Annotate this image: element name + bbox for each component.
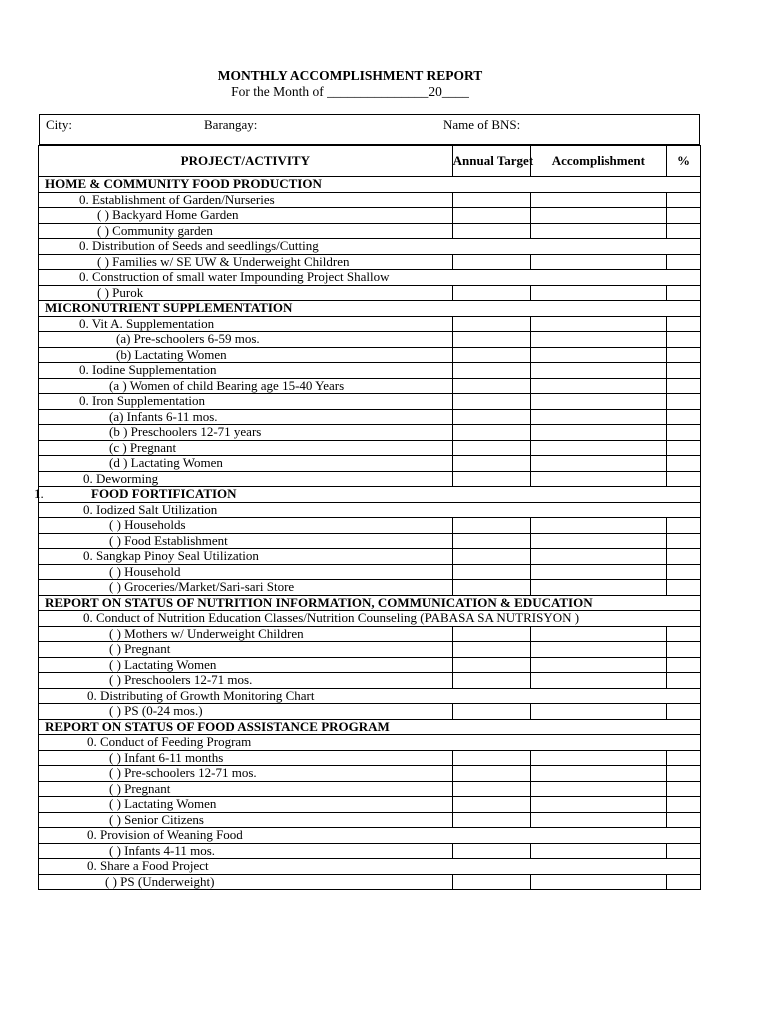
annual-target-cell[interactable] <box>452 626 530 642</box>
activity-cell <box>39 688 701 704</box>
activity-text: (a ) Women of child Bearing age 15-40 Years <box>109 377 345 393</box>
annual-target-cell[interactable] <box>452 363 530 379</box>
table-row <box>39 208 701 224</box>
percent-cell[interactable] <box>666 332 700 348</box>
activity-cell <box>39 611 701 627</box>
activity-cell <box>39 471 453 487</box>
table-row <box>39 518 701 534</box>
section-row <box>39 301 701 317</box>
activity-cell <box>39 626 453 642</box>
accomplishment-table <box>34 145 701 890</box>
accomplishment-cell[interactable] <box>530 332 666 348</box>
table-row <box>39 239 701 255</box>
annual-target-cell[interactable] <box>452 549 530 565</box>
percent-cell[interactable] <box>666 673 700 689</box>
activity-text: ( ) PS (Underweight) <box>105 873 215 889</box>
accomplishment-cell[interactable] <box>530 766 666 782</box>
activity-cell <box>39 750 453 766</box>
percent-cell[interactable] <box>666 580 700 596</box>
percent-cell[interactable] <box>666 626 700 642</box>
table-row <box>39 332 701 348</box>
annual-target-cell[interactable] <box>452 425 530 441</box>
annual-target-cell[interactable] <box>452 797 530 813</box>
activity-cell <box>39 859 701 875</box>
annual-target-cell[interactable] <box>452 704 530 720</box>
accomplishment-cell[interactable] <box>530 781 666 797</box>
percent-cell[interactable] <box>666 409 700 425</box>
activity-cell <box>34 486 701 503</box>
activity-cell <box>39 440 453 456</box>
activity-text: ( ) Pregnant <box>109 641 171 657</box>
barangay-label: Barangay: <box>204 117 258 132</box>
accomplishment-cell[interactable] <box>530 440 666 456</box>
activity-cell <box>39 301 701 317</box>
percent-cell[interactable] <box>666 843 700 859</box>
activity-text: (b) Lactating Women <box>116 346 227 362</box>
accomplishment-cell[interactable] <box>530 874 666 890</box>
percent-cell[interactable] <box>666 750 700 766</box>
annual-target-cell[interactable] <box>452 394 530 410</box>
activity-cell <box>39 766 453 782</box>
annual-target-cell[interactable] <box>452 347 530 363</box>
section-row <box>39 719 701 735</box>
header-accomplishment: Accomplishment <box>530 146 666 177</box>
activity-cell <box>39 208 453 224</box>
annual-target-cell[interactable] <box>452 642 530 658</box>
report-month-line: For the Month of _______________20____ <box>231 84 469 99</box>
activity-text: 0. Iodized Salt Utilization <box>83 501 218 517</box>
activity-cell <box>39 828 701 844</box>
annual-target-cell[interactable] <box>452 332 530 348</box>
accomplishment-cell[interactable] <box>530 750 666 766</box>
percent-cell[interactable] <box>666 223 700 239</box>
activity-cell <box>39 673 453 689</box>
accomplishment-cell[interactable] <box>530 223 666 239</box>
table-row <box>39 564 701 580</box>
percent-cell[interactable] <box>666 533 700 549</box>
accomplishment-cell[interactable] <box>530 549 666 565</box>
activity-cell <box>39 580 453 596</box>
activity-text: ( ) Household <box>109 563 181 579</box>
activity-cell <box>39 332 453 348</box>
annual-target-cell[interactable] <box>452 254 530 270</box>
percent-cell[interactable] <box>666 208 700 224</box>
percent-cell[interactable] <box>666 378 700 394</box>
activity-cell <box>39 409 453 425</box>
accomplishment-cell[interactable] <box>530 254 666 270</box>
activity-text: 0. Provision of Weaning Food <box>87 827 243 843</box>
percent-cell[interactable] <box>666 797 700 813</box>
activity-cell <box>39 177 701 193</box>
activity-text: 0. Distributing of Growth Monitoring Chart <box>87 687 315 703</box>
annual-target-cell[interactable] <box>452 750 530 766</box>
percent-cell[interactable] <box>666 812 700 828</box>
bns-name-label: Name of BNS: <box>443 117 521 132</box>
activity-cell <box>39 812 453 828</box>
annual-target-cell[interactable] <box>452 316 530 332</box>
activity-cell <box>39 657 453 673</box>
table-row <box>39 688 701 704</box>
accomplishment-cell[interactable] <box>530 797 666 813</box>
table-row <box>39 750 701 766</box>
activity-cell <box>39 363 453 379</box>
accomplishment-cell[interactable] <box>530 843 666 859</box>
activity-text: MICRONUTRIENT SUPPLEMENTATION <box>45 300 293 316</box>
accomplishment-cell[interactable] <box>530 456 666 472</box>
header-activity: PROJECT/ACTIVITY <box>39 146 453 177</box>
activity-cell <box>39 456 453 472</box>
table-row <box>39 642 701 658</box>
activity-cell <box>39 843 453 859</box>
city-label: City: <box>46 117 73 132</box>
table-row <box>39 363 701 379</box>
activity-cell <box>39 549 453 565</box>
table-row <box>39 859 701 875</box>
accomplishment-cell[interactable] <box>530 533 666 549</box>
percent-cell[interactable] <box>666 347 700 363</box>
table-row <box>39 270 701 286</box>
accomplishment-cell[interactable] <box>530 409 666 425</box>
annual-target-cell[interactable] <box>452 533 530 549</box>
activity-text: 0. Establishment of Garden/Nurseries <box>79 191 275 207</box>
table-row <box>39 471 701 487</box>
activity-text: (c ) Pregnant <box>109 439 177 455</box>
table-body <box>34 176 701 890</box>
accomplishment-cell[interactable] <box>530 347 666 363</box>
table-row <box>39 611 701 627</box>
percent-cell[interactable] <box>666 192 700 208</box>
activity-text: 0. Deworming <box>83 470 159 486</box>
header-annual-target: Annual Target <box>452 146 530 177</box>
section-row <box>39 487 701 503</box>
activity-text: 0. Distribution of Seeds and seedlings/Cutting <box>79 238 319 254</box>
percent-cell[interactable] <box>666 564 700 580</box>
activity-cell <box>39 316 453 332</box>
activity-text: ( ) PS (0-24 mos.) <box>109 703 203 719</box>
activity-text: 0. Iron Supplementation <box>79 393 206 409</box>
accomplishment-cell[interactable] <box>530 192 666 208</box>
table-row <box>39 316 701 332</box>
percent-cell[interactable] <box>666 642 700 658</box>
activity-text: ( ) Food Establishment <box>109 532 228 548</box>
activity-cell <box>39 270 701 286</box>
accomplishment-cell[interactable] <box>530 316 666 332</box>
activity-text: ( ) Community garden <box>97 222 213 238</box>
annual-target-cell[interactable] <box>452 518 530 534</box>
activity-text: REPORT ON STATUS OF FOOD ASSISTANCE PROGRAM <box>45 718 390 734</box>
activity-text: 0. Share a Food Project <box>87 858 209 874</box>
annual-target-cell[interactable] <box>452 223 530 239</box>
section-number: 1. <box>34 486 44 502</box>
activity-cell <box>39 735 701 751</box>
activity-text: ( ) Families w/ SE UW & Underweight Children <box>97 253 350 269</box>
accomplishment-cell[interactable] <box>530 657 666 673</box>
table-header-row <box>39 146 701 177</box>
activity-cell <box>39 595 701 611</box>
annual-target-cell[interactable] <box>452 409 530 425</box>
table-row <box>39 673 701 689</box>
accomplishment-cell[interactable] <box>530 626 666 642</box>
activity-cell <box>39 704 453 720</box>
percent-cell[interactable] <box>666 471 700 487</box>
table-row <box>39 766 701 782</box>
activity-text: (d ) Lactating Women <box>109 455 223 471</box>
percent-cell[interactable] <box>666 704 700 720</box>
activity-text: ( ) Pregnant <box>109 780 171 796</box>
percent-cell[interactable] <box>666 254 700 270</box>
activity-cell <box>39 874 453 890</box>
percent-cell[interactable] <box>666 456 700 472</box>
annual-target-cell[interactable] <box>452 673 530 689</box>
activity-cell <box>39 378 453 394</box>
activity-text: 0. Iodine Supplementation <box>79 362 217 378</box>
activity-cell <box>39 502 701 518</box>
percent-cell[interactable] <box>666 394 700 410</box>
percent-cell[interactable] <box>666 285 700 301</box>
activity-text: REPORT ON STATUS OF NUTRITION INFORMATION, COMMUNICATION & EDUCATION <box>45 594 593 610</box>
activity-cell <box>39 797 453 813</box>
activity-cell <box>39 254 453 270</box>
activity-text: ( ) Infants 4-11 mos. <box>109 842 216 858</box>
accomplishment-cell[interactable] <box>530 208 666 224</box>
table-row <box>39 704 701 720</box>
table-row <box>39 533 701 549</box>
table-row <box>39 254 701 270</box>
percent-cell[interactable] <box>666 657 700 673</box>
activity-cell <box>39 533 453 549</box>
activity-text: ( ) Purok <box>97 284 144 300</box>
activity-text: ( ) Infant 6-11 months <box>109 749 224 765</box>
activity-text: 0. Vit A. Supplementation <box>79 315 215 331</box>
table-row <box>39 440 701 456</box>
table-row <box>39 285 701 301</box>
report-title: MONTHLY ACCOMPLISHMENT REPORT <box>217 68 483 83</box>
accomplishment-cell[interactable] <box>530 394 666 410</box>
accomplishment-cell[interactable] <box>530 471 666 487</box>
percent-cell[interactable] <box>666 874 700 890</box>
header-percent: % <box>666 146 700 177</box>
percent-cell[interactable] <box>666 440 700 456</box>
annual-target-cell[interactable] <box>452 580 530 596</box>
percent-cell[interactable] <box>666 549 700 565</box>
accomplishment-cell[interactable] <box>530 580 666 596</box>
accomplishment-cell[interactable] <box>530 285 666 301</box>
activity-cell <box>39 564 453 580</box>
activity-text: ( ) Households <box>109 517 186 533</box>
table-row <box>39 580 701 596</box>
annual-target-cell[interactable] <box>452 471 530 487</box>
activity-text: (b ) Preschoolers 12-71 years <box>109 424 262 440</box>
activity-cell <box>39 285 453 301</box>
activity-text: HOME & COMMUNITY FOOD PRODUCTION <box>45 176 322 192</box>
table-row <box>39 828 701 844</box>
table-row <box>39 502 701 518</box>
activity-text: (a) Pre-schoolers 6-59 mos. <box>116 331 260 347</box>
annual-target-cell[interactable] <box>452 843 530 859</box>
percent-cell[interactable] <box>666 781 700 797</box>
activity-text: ( ) Preschoolers 12-71 mos. <box>109 672 253 688</box>
annual-target-cell[interactable] <box>452 285 530 301</box>
table-row <box>39 394 701 410</box>
table-row <box>39 549 701 565</box>
table-row <box>39 657 701 673</box>
annual-target-cell[interactable] <box>452 440 530 456</box>
activity-cell <box>39 642 453 658</box>
accomplishment-cell[interactable] <box>530 812 666 828</box>
activity-cell <box>39 518 453 534</box>
accomplishment-cell[interactable] <box>530 704 666 720</box>
table-row <box>39 843 701 859</box>
table-row <box>39 223 701 239</box>
annual-target-cell[interactable] <box>452 208 530 224</box>
activity-cell <box>39 192 453 208</box>
activity-text: ( ) Mothers w/ Underweight Children <box>109 625 304 641</box>
table-row <box>39 812 701 828</box>
annual-target-cell[interactable] <box>452 812 530 828</box>
activity-text: ( ) Pre-schoolers 12-71 mos. <box>109 765 257 781</box>
table-row <box>39 409 701 425</box>
table-row <box>39 626 701 642</box>
accomplishment-cell[interactable] <box>530 363 666 379</box>
annual-target-cell[interactable] <box>452 192 530 208</box>
table-row <box>39 735 701 751</box>
table-row <box>39 797 701 813</box>
activity-text: FOOD FORTIFICATION <box>91 486 237 502</box>
activity-text: ( ) Lactating Women <box>109 796 217 812</box>
percent-cell[interactable] <box>666 518 700 534</box>
table-row <box>39 781 701 797</box>
activity-cell <box>39 425 453 441</box>
activity-text: 0. Construction of small water Impounding Project Shallow <box>79 269 390 285</box>
table-row <box>39 874 701 890</box>
annual-target-cell[interactable] <box>452 781 530 797</box>
annual-target-cell[interactable] <box>452 874 530 890</box>
accomplishment-cell[interactable] <box>530 642 666 658</box>
activity-text: 0. Conduct of Nutrition Education Classes/Nutrition Counseling (PABASA SA NUTRISYON ) <box>83 610 580 626</box>
annual-target-cell[interactable] <box>452 378 530 394</box>
accomplishment-cell[interactable] <box>530 425 666 441</box>
annual-target-cell[interactable] <box>452 456 530 472</box>
activity-text: 0. Sangkap Pinoy Seal Utilization <box>83 548 259 564</box>
annual-target-cell[interactable] <box>452 766 530 782</box>
activity-text: (a) Infants 6-11 mos. <box>109 408 218 424</box>
percent-cell[interactable] <box>666 425 700 441</box>
activity-text: ( ) Backyard Home Garden <box>97 207 239 223</box>
table-row <box>39 456 701 472</box>
accomplishment-cell[interactable] <box>530 673 666 689</box>
info-box <box>39 114 700 145</box>
percent-cell[interactable] <box>666 363 700 379</box>
section-row <box>39 177 701 193</box>
activity-cell <box>39 394 453 410</box>
activity-text: ( ) Groceries/Market/Sari-sari Store <box>109 579 295 595</box>
activity-cell <box>39 223 453 239</box>
annual-target-cell[interactable] <box>452 657 530 673</box>
table-row <box>39 378 701 394</box>
activity-text: ( ) Lactating Women <box>109 656 217 672</box>
accomplishment-cell[interactable] <box>530 518 666 534</box>
activity-text: ( ) Senior Citizens <box>109 811 204 827</box>
section-row <box>39 595 701 611</box>
table-row <box>39 347 701 363</box>
percent-cell[interactable] <box>666 766 700 782</box>
annual-target-cell[interactable] <box>452 564 530 580</box>
activity-cell <box>39 781 453 797</box>
table-row <box>39 192 701 208</box>
activity-cell <box>39 347 453 363</box>
accomplishment-cell[interactable] <box>530 378 666 394</box>
activity-text: 0. Conduct of Feeding Program <box>87 734 252 750</box>
percent-cell[interactable] <box>666 316 700 332</box>
accomplishment-cell[interactable] <box>530 564 666 580</box>
table-row <box>39 425 701 441</box>
activity-cell <box>39 239 701 255</box>
activity-cell <box>39 719 701 735</box>
